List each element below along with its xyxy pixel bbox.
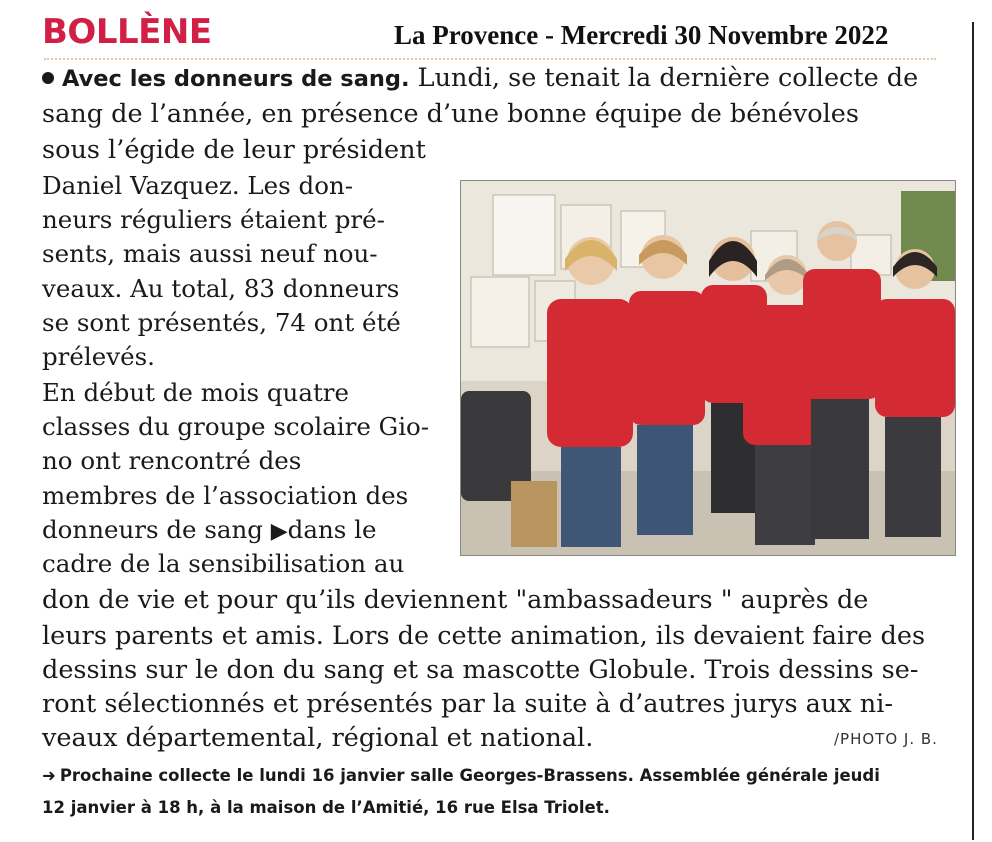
article-line-text: donneurs de sang [42,515,271,544]
town-title: BOLLÈNE [42,12,212,52]
volunteers-photo [460,180,956,556]
article-line: sous l’égide de leur président [42,135,426,165]
newspaper-source-date: La Provence - Mercredi 30 Novembre 2022 [394,20,889,50]
info-text: Prochaine collecte le lundi 16 janvier salle Georges-Brassens. Assemblée générale jeudi [59,766,880,785]
column-rule [972,22,974,840]
article-line: sang de l’année, en présence d’une bonne équipe de bénévoles [42,99,859,129]
article-line: Daniel Vazquez. Les don- [42,171,354,200]
volunteers-photo-illustration [461,181,956,556]
article-lead: Avec les donneurs de sang. [62,66,410,92]
article-line: dessins sur le don du sang et sa mascotte Globule. Trois dessins se- [42,655,919,685]
article-line: neurs réguliers étaient pré- [42,205,385,234]
bullet-icon [42,72,54,84]
article-line: ront sélectionnés et présentés par la suite à d’autres jurys aux ni- [42,689,893,719]
info-line-2: 12 janvier à 18 h, à la maison de l’Amitié, 16 rue Elsa Triolet. [42,798,610,817]
article-line: cadre de la sensibilisation au [42,549,405,578]
article-line: no ont rencontré des [42,446,302,475]
arrow-right-icon: ➜ [42,766,56,785]
article-line-1 [42,62,918,95]
photo-credit: /PHOTO J. B. [834,730,938,748]
article-line: prélevés. [42,342,155,371]
article-line: leurs parents et amis. Lors de cette animation, ils devaient faire des [42,621,926,651]
article-line: membres de l’association des [42,481,409,510]
article-line-1-rest: Lundi, se tenait la dernière collecte de [409,63,919,93]
article-line: sents, mais aussi neuf nou- [42,239,378,268]
article-line: veaux départemental, régional et national. [42,723,594,753]
info-line-1 [42,764,880,788]
article-line: se sont présentés, 74 ont été [42,308,401,337]
play-arrow-icon: ▶ [270,519,288,544]
article-line: En début de mois quatre [42,378,350,407]
article-line: don de vie et pour qu’ils deviennent "ambassadeurs " auprès de [42,585,869,615]
article-line-text: dans le [287,515,377,544]
article-line-arrow [42,514,376,548]
article-line: classes du groupe scolaire Gio- [42,412,430,441]
article-line: veaux. Au total, 83 donneurs [42,274,400,303]
